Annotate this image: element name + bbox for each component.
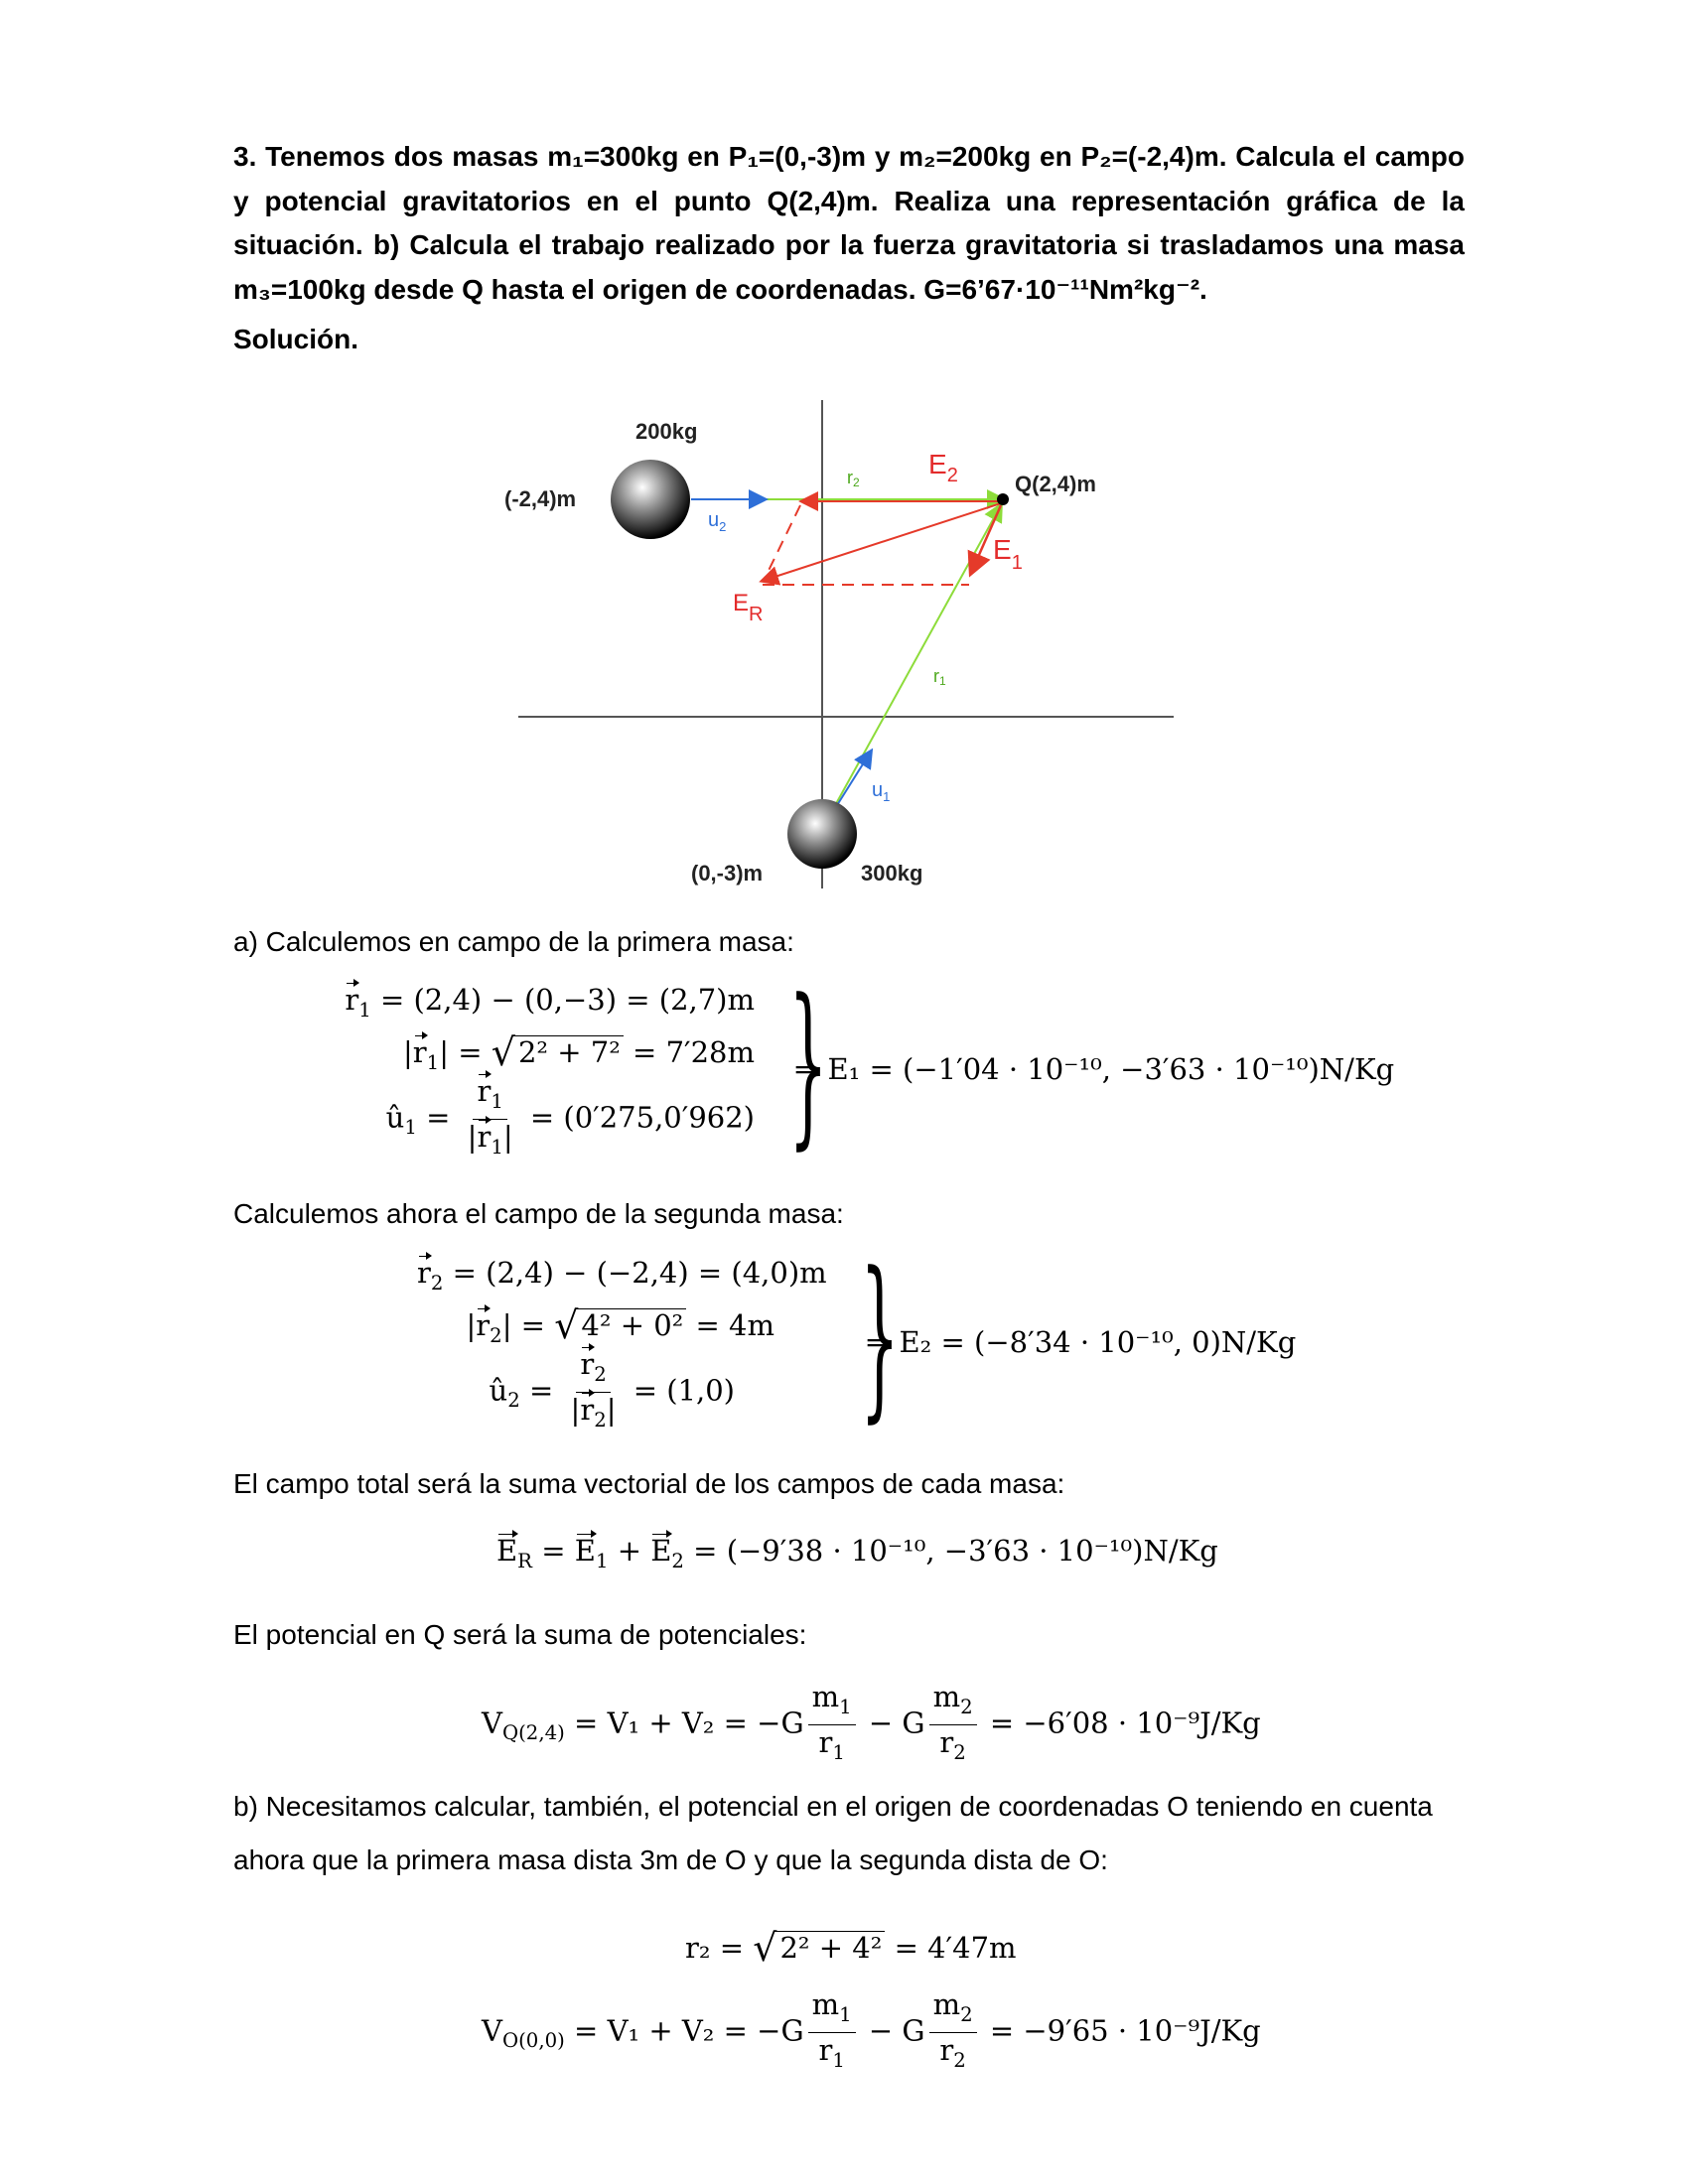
r1-vector xyxy=(822,505,1001,829)
eq1-brace: } xyxy=(788,962,828,1165)
mass2-sphere xyxy=(611,460,690,539)
total-field-equation: $E_R = E_1 + E_2 = (-9'38 \cdot 10^{-10}$, −3′63 · 10⁻¹⁰)N/Kg xyxy=(496,1534,1218,1572)
eq1-u-line: $û_1$ = $\frac{r_1}{|r_1|}$ = (0′275,0′962) xyxy=(385,1074,755,1159)
second-intro: Calculemos ahora el campo de la segunda masa: xyxy=(233,1198,844,1229)
eq1-r-line: $r_1 = (2,4) - (0,-3) = (2,7)m$ xyxy=(345,983,755,1022)
eq2-r-line: $r_2 = (2,4) - (-2,4) = (4,0)m$ xyxy=(417,1256,827,1295)
vector-diagram xyxy=(496,392,1192,908)
eq2-result: ⇒ E₂ = (−8′34 · 10⁻¹⁰, 0)N/Kg xyxy=(866,1325,1297,1359)
vq-equation: $V_{Q(2,4)} = V_1 + V_2 = -G$ $\frac{m_1}{r_1}$ − G $\frac{m_2}{r_2}$ = −6′08 · 10⁻⁹J/Kg xyxy=(482,1680,1261,1764)
r2-distance-equation: r₂ = √ 2² + 4² = 4′47m xyxy=(685,1926,1017,1970)
mass1-sphere xyxy=(787,799,857,869)
q-point xyxy=(997,493,1009,505)
u1-label: $u_1$ xyxy=(872,779,891,804)
u2-label: $u_2$ xyxy=(708,509,727,534)
mass2-label: 200kg xyxy=(635,419,698,444)
er-label: $E_R$ xyxy=(733,590,764,625)
eq1-mag-line: $|r_1|$ = √ 2² + 7² = 7′28m xyxy=(403,1030,755,1074)
part-b-text: b) Necesitamos calcular, también, el potencial en el origen de coordenadas O teniendo en cuenta ahora que la primera masa dista 3m de O y que la segunda dista de O: xyxy=(233,1791,1433,1875)
equation-block-2 xyxy=(417,1235,1370,1444)
eq2-brace: } xyxy=(860,1235,900,1438)
mass1-label: 300kg xyxy=(861,861,923,886)
e1-label: $E_1$ xyxy=(993,534,1023,574)
total-intro: El campo total será la suma vectorial de los campos de cada masa: xyxy=(233,1468,1065,1499)
potential-intro: El potencial en Q será la suma de potenciales: xyxy=(233,1619,807,1650)
equation-block-1 xyxy=(338,962,1395,1171)
mass2-pos-label: (-2,4)m xyxy=(504,486,577,511)
eq1-result: ⇒ E₁ = (−1′04 · 10⁻¹⁰, −3′63 · 10⁻¹⁰)N/Kg xyxy=(794,1052,1395,1086)
problem-statement: 3. Tenemos dos masas m₁=300kg en P₁=(0,-3)m y m₂=200kg en P₂=(-2,4)m. Calcula el campo y potencial gravitatorios en el punto Q(2,4)m. Realiza una representación gráfica de la situación. b) Calcula el trabajo realizado por la fuerza gravitatoria si trasladamos una masa m₃=100kg desde Q hasta el origen de coordenadas. G=6’67·10⁻¹¹Nm²kg⁻². xyxy=(233,141,1465,305)
part-a-intro: a) Calculemos en campo de la primera masa: xyxy=(233,926,794,957)
q-label: Q(2,4)m xyxy=(1015,472,1096,496)
e2-label: $E_2$ xyxy=(928,449,958,486)
eq2-mag-line: $|r_2|$ = √ 4² + 0² = 4m xyxy=(466,1303,774,1347)
r1-label: r1 xyxy=(933,666,946,688)
eq2-u-line: $û_2$ = $\frac{r_2}{|r_2|}$ = (1,0) xyxy=(489,1347,735,1432)
mass1-pos-label: (0,-3)m xyxy=(691,861,764,886)
r2-label: r2 xyxy=(847,468,860,489)
solution-heading: Solución. xyxy=(233,324,358,354)
vo-equation: $V_{O(0,0)} = V_1 + V_2 = -G$ $\frac{m_1}{r_1}$ − G $\frac{m_2}{r_2}$ = −9′65 · 10⁻⁹J/Kg xyxy=(482,1987,1261,2072)
dashed-line-diagonal xyxy=(765,505,800,579)
